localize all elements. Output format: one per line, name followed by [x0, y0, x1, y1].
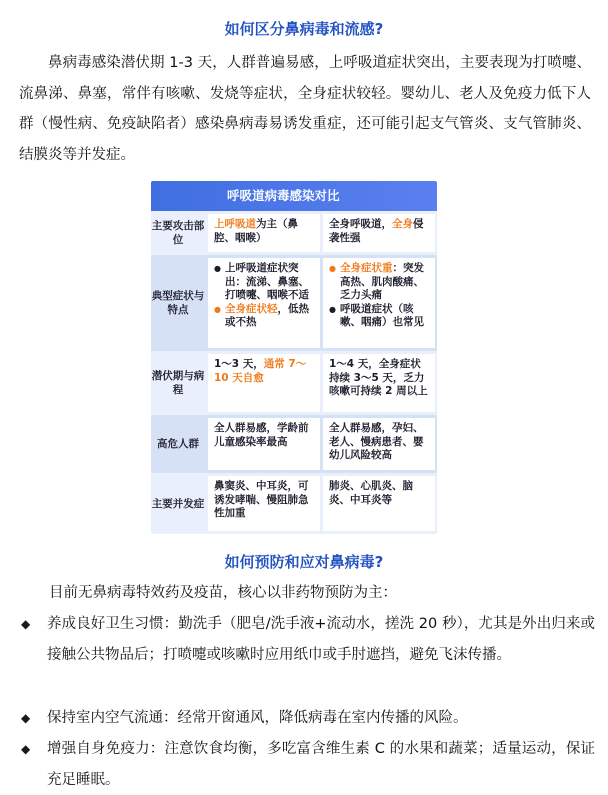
rhinovirus-cell: 1～3 天，通常 7～10 天自愈: [208, 354, 320, 412]
row-label: 主要攻击部位: [151, 220, 205, 246]
list-item: ● 上呼吸道症状突出：流涕、鼻塞、打喷嚏、咽喉不适: [214, 262, 314, 303]
row-label: 高危人群: [157, 438, 199, 450]
prevention-lead: 目前无鼻病毒特效药及疫苗，核心以非药物预防为主：: [49, 585, 397, 601]
influenza-cell: 1～4 天，全身症状持续 3～5 天，乏力咳嗽可持续 2 周以上: [323, 354, 435, 412]
influenza-cell: 全人群易感，孕妇、老人、慢病患者、婴幼儿风险较高: [323, 418, 435, 470]
rhinovirus-cell: 全人群易感，学龄前儿童感染率最高: [208, 418, 320, 470]
section-title-distinguish: 如何区分鼻病毒和流感?: [224, 20, 384, 38]
row-label: 潜伏期与病程: [151, 370, 205, 396]
influenza-cell: [323, 258, 435, 348]
diamond-bullet-icon: ◆: [21, 711, 31, 725]
comparison-table: [151, 181, 437, 534]
influenza-cell: 肺炎、心肌炎、脑炎、中耳炎等: [323, 476, 435, 531]
table-row-complications: [151, 473, 437, 534]
influenza-cell: 全身呼吸道，全身侵袭性强: [323, 214, 435, 252]
table-row-incubation: [151, 351, 437, 415]
list-item: ● 呼吸道症状（咳嗽、咽痛）也常见: [329, 303, 429, 330]
row-label: 典型症状与特点: [151, 290, 205, 316]
article-page: 如何区分鼻病毒和流感? 鼻病毒感染潜伏期 1-3 天，人群普遍易感，上呼吸道症状突出，主要表现为打喷嚏、流鼻涕、鼻塞，常伴有咳嗽、发烧等症状，全身症状较轻。婴幼儿、老人及免疫力低下人群（慢性病、免疫缺陷者）感染鼻病毒易诱发重症，还可能引起支气管炎、支气管肺炎、结膜炎等并发症。 呼吸道病毒感染对比 主要攻击部位 上呼吸道为主（鼻腔、咽喉） 全身呼吸道，全身侵袭性强 典型症状与特点 ● 上呼吸道症状突出：流涕、鼻塞、打喷嚏、咽喉不适 ● 全身症状轻，低热或不热 ● 全身症状重：突发高热、肌肉酸痛、乏力头痛 ● 呼吸道症状（咳嗽、咽痛）也常见 潜伏期与病程 1～3 天，通常 7～10 天自愈 1～4 天，全身症状持续 3～5 天，乏力咳嗽可持续 2 周以上 高危人群 全人群易感，学龄前儿童感染率最高 全人群易感，孕妇、老人、慢病患者、婴幼儿风险较高 主要并发症 鼻窦炎、中耳炎，可诱发哮喘、慢阻肺急性加重 肺炎、心肌炎、脑炎、中耳炎等 如何预防和应对鼻病毒? 目前无鼻病毒特效药及疫苗，核心以非药物预防为主： ◆ 养成良好卫生习惯：勤洗手（肥皂/洗手液+流动水，搓洗 20 秒），尤其是外出归来或接触公共物品后；打喷嚏或咳嗽时应用纸巾或手肘遮挡，避免飞沫传播。 ◆ 保持室内空气流通：经常开窗通风，降低病毒在室内传播的风险。 ◆ 增强自身免疫力：注意饮食均衡，多吃富含维生素 C 的水果和蔬菜；适量运动，保证充足睡眠。: [0, 0, 608, 792]
table-row-attack-site: [151, 211, 437, 255]
list-item: ● 全身症状重：突发高热、肌肉酸痛、乏力头痛: [329, 262, 429, 303]
rhinovirus-cell: [208, 258, 320, 348]
intro-paragraph: 鼻病毒感染潜伏期 1-3 天，人群普遍易感，上呼吸道症状突出，主要表现为打喷嚏、流鼻涕、鼻塞，常伴有咳嗽、发烧等症状，全身症状较轻。婴幼儿、老人及免疫力低下人群（慢性病、免疫缺陷者）感染鼻病毒易诱发重症，还可能引起支气管炎、支气管肺炎、结膜炎等并发症。: [19, 55, 591, 163]
diamond-bullet-icon: ◆: [21, 617, 31, 631]
list-item: ● 全身症状轻，低热或不热: [214, 303, 314, 330]
rhinovirus-cell: 鼻窦炎、中耳炎，可诱发哮喘、慢阻肺急性加重: [208, 476, 320, 531]
table-title: 呼吸道病毒感染对比: [151, 181, 437, 211]
section-title-prevention: 如何预防和应对鼻病毒?: [224, 553, 384, 571]
table-row-high-risk: [151, 415, 437, 473]
diamond-bullet-icon: ◆: [21, 742, 31, 756]
table-row-symptoms: [151, 255, 437, 351]
row-label: 主要并发症: [151, 497, 205, 510]
rhinovirus-cell: 上呼吸道为主（鼻腔、咽喉）: [208, 214, 320, 252]
